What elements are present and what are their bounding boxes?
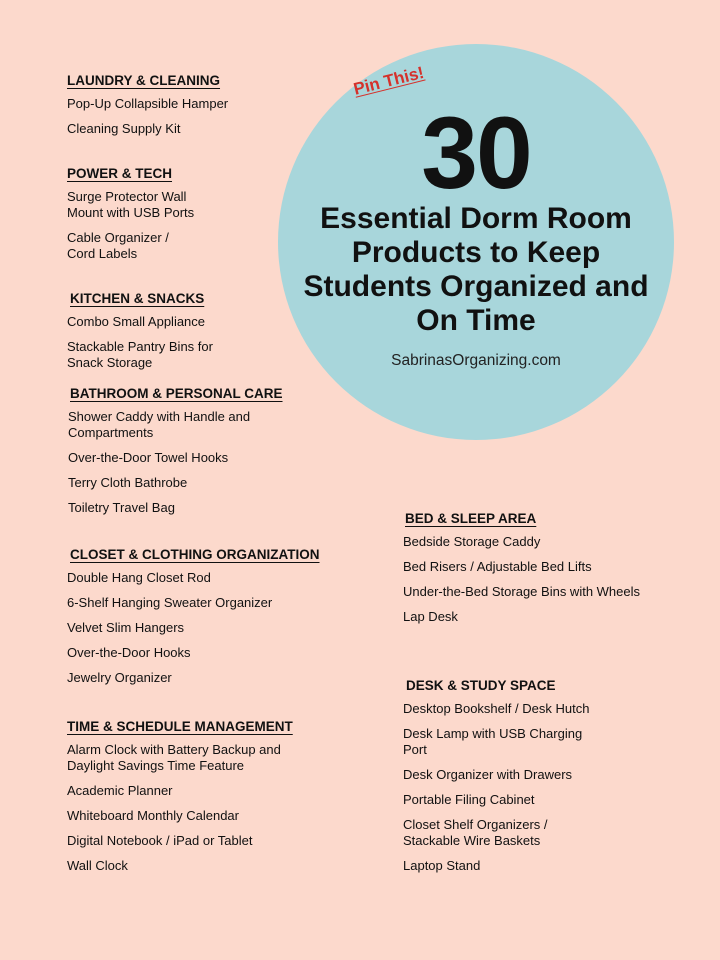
list-item: Lap Desk bbox=[403, 609, 458, 624]
list-item: Cleaning Supply Kit bbox=[67, 121, 181, 136]
list-item: Closet Shelf Organizers / Stackable Wire Baskets bbox=[403, 817, 548, 848]
section-heading: KITCHEN & SNACKS bbox=[70, 291, 205, 306]
list-item: 6-Shelf Hanging Sweater Organizer bbox=[67, 595, 273, 610]
list-item: Pop-Up Collapsible Hamper bbox=[67, 96, 229, 111]
list-item: Surge Protector Wall Mount with USB Ports bbox=[67, 189, 195, 220]
headline-number: 30 bbox=[421, 96, 531, 210]
section-heading: LAUNDRY & CLEANING bbox=[67, 73, 221, 88]
section-power bbox=[67, 166, 194, 271]
list-item: Portable Filing Cabinet bbox=[403, 792, 535, 807]
section-bathroom bbox=[70, 386, 283, 525]
section-bed bbox=[405, 511, 640, 634]
list-item: Stackable Pantry Bins for Snack Storage bbox=[67, 339, 213, 370]
list-item: Academic Planner bbox=[67, 783, 173, 798]
section-heading: BED & SLEEP AREA bbox=[405, 511, 537, 526]
section-closet bbox=[67, 547, 320, 695]
list-item: Velvet Slim Hangers bbox=[67, 620, 185, 635]
headline-title: Essential Dorm Room Products to Keep Students Organized and On Time bbox=[303, 202, 649, 337]
section-heading: DESK & STUDY SPACE bbox=[406, 678, 556, 693]
list-item: Desk Lamp with USB Charging Port bbox=[403, 726, 583, 757]
site-name: SabrinasOrganizing.com bbox=[391, 352, 561, 369]
list-item: Under-the-Bed Storage Bins with Wheels bbox=[403, 584, 641, 599]
list-item: Over-the-Door Towel Hooks bbox=[68, 450, 229, 465]
section-kitchen bbox=[67, 291, 213, 380]
list-item: Jewelry Organizer bbox=[67, 670, 172, 685]
list-item: Bed Risers / Adjustable Bed Lifts bbox=[403, 559, 592, 574]
list-item: Desk Organizer with Drawers bbox=[403, 767, 573, 782]
list-item: Terry Cloth Bathrobe bbox=[68, 475, 188, 490]
list-item: Laptop Stand bbox=[403, 858, 481, 873]
list-item: Desktop Bookshelf / Desk Hutch bbox=[403, 701, 590, 716]
section-heading: BATHROOM & PERSONAL CARE bbox=[70, 386, 283, 401]
list-item: Toiletry Travel Bag bbox=[68, 500, 175, 515]
pin-this-badge: Pin This! bbox=[351, 62, 426, 99]
list-item: Over-the-Door Hooks bbox=[67, 645, 191, 660]
section-heading: TIME & SCHEDULE MANAGEMENT bbox=[67, 719, 293, 734]
section-desk bbox=[403, 678, 590, 883]
list-item: Bedside Storage Caddy bbox=[403, 534, 541, 549]
section-laundry bbox=[67, 73, 228, 146]
section-time bbox=[67, 719, 293, 883]
section-heading: POWER & TECH bbox=[67, 166, 173, 181]
list-item: Alarm Clock with Battery Backup and Daylight Savings Time Feature bbox=[67, 742, 281, 773]
list-item: Combo Small Appliance bbox=[67, 314, 206, 329]
list-item: Cable Organizer / Cord Labels bbox=[67, 230, 169, 261]
list-item: Whiteboard Monthly Calendar bbox=[67, 808, 239, 823]
section-heading: CLOSET & CLOTHING ORGANIZATION bbox=[70, 547, 320, 562]
list-item: Digital Notebook / iPad or Tablet bbox=[67, 833, 253, 848]
list-item: Double Hang Closet Rod bbox=[67, 570, 211, 585]
list-item: Wall Clock bbox=[67, 858, 128, 873]
list-item: Shower Caddy with Handle and Compartments bbox=[68, 409, 251, 440]
